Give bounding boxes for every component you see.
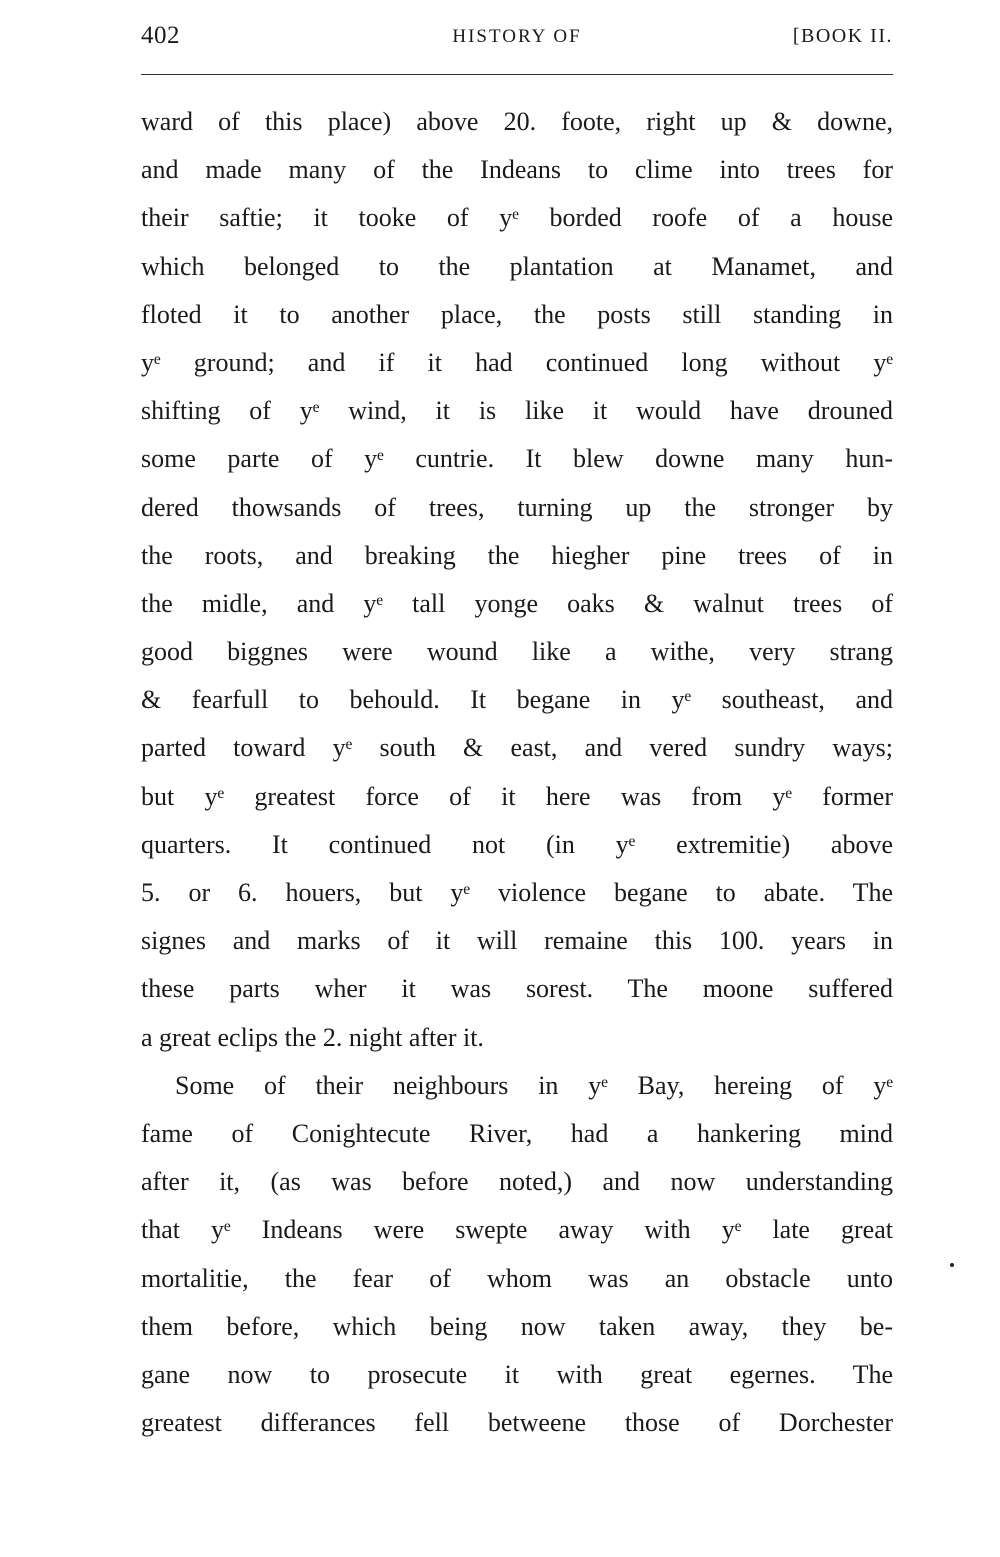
text-line: but yᵉ greatest force of it here was from yᵉ former bbox=[141, 781, 893, 811]
text-line: some parte of yᵉ cuntrie. It blew downe many hun- bbox=[141, 444, 893, 474]
text-line: a great eclips the 2. night after it. bbox=[141, 1022, 484, 1052]
text-line: the roots, and breaking the hiegher pine trees of in bbox=[141, 540, 893, 570]
text-line: that yᵉ Indeans were swepte away with yᵉ late great bbox=[141, 1215, 893, 1245]
book-reference: [BOOK II. bbox=[792, 25, 893, 47]
header-rule bbox=[141, 74, 893, 75]
text-line: 5. or 6. houers, but yᵉ violence begane to abate. The bbox=[141, 878, 893, 907]
text-line: and made many of the Indeans to clime into trees for bbox=[141, 155, 893, 185]
text-line: dered thowsands of trees, turning up the stronger by bbox=[141, 492, 893, 522]
text-line: signes and marks of it will remaine this 100. years in bbox=[141, 926, 893, 956]
paragraph-2 bbox=[141, 1062, 893, 1448]
text-line: gane now to prosecute it with great egernes. The bbox=[141, 1359, 893, 1389]
text-line: & fearfull to behould. It begane in yᵉ southeast, and bbox=[141, 685, 893, 715]
text-line: good biggnes were wound like a withe, very strang bbox=[141, 637, 893, 667]
text-line: floted it to another place, the posts still standing in bbox=[141, 299, 893, 329]
text-line: greatest differances fell betweene those of Dorchester bbox=[141, 1408, 893, 1438]
text-line: quarters. It continued not (in yᵉ extremitie) above bbox=[141, 829, 893, 859]
page-number: 402 bbox=[141, 22, 180, 49]
text-line: mortalitie, the fear of whom was an obstacle unto bbox=[141, 1263, 893, 1293]
text-line: the midle, and yᵉ tall yonge oaks & walnut trees of bbox=[141, 588, 893, 618]
text-line: after it, (as was before noted,) and now understanding bbox=[141, 1167, 893, 1197]
running-title: HISTORY OF bbox=[452, 26, 582, 47]
text-line: their saftie; it tooke of yᵉ borded roofe of a house bbox=[141, 203, 893, 233]
text-line: yᵉ ground; and if it had continued long without yᵉ bbox=[141, 347, 893, 377]
paragraph-1 bbox=[141, 98, 893, 1062]
text-line: shifting of yᵉ wind, it is like it would have drouned bbox=[141, 396, 893, 426]
page-header bbox=[141, 22, 893, 62]
text-line: fame of Conightecute River, had a hankering mind bbox=[141, 1118, 893, 1148]
text-line: ward of this place) above 20. foote, right up & downe, bbox=[141, 107, 893, 136]
body-text bbox=[141, 98, 893, 1447]
text-line: these parts wher it was sorest. The moone suffered bbox=[141, 974, 893, 1004]
text-line: which belonged to the plantation at Manamet, and bbox=[141, 251, 893, 281]
stray-ink-mark bbox=[950, 1263, 954, 1267]
text-line: them before, which being now taken away, they be- bbox=[141, 1311, 893, 1341]
text-line: Some of their neighbours in yᵉ Bay, hereing of yᵉ bbox=[175, 1070, 893, 1100]
text-line: parted toward yᵉ south & east, and vered sundry ways; bbox=[141, 733, 893, 763]
